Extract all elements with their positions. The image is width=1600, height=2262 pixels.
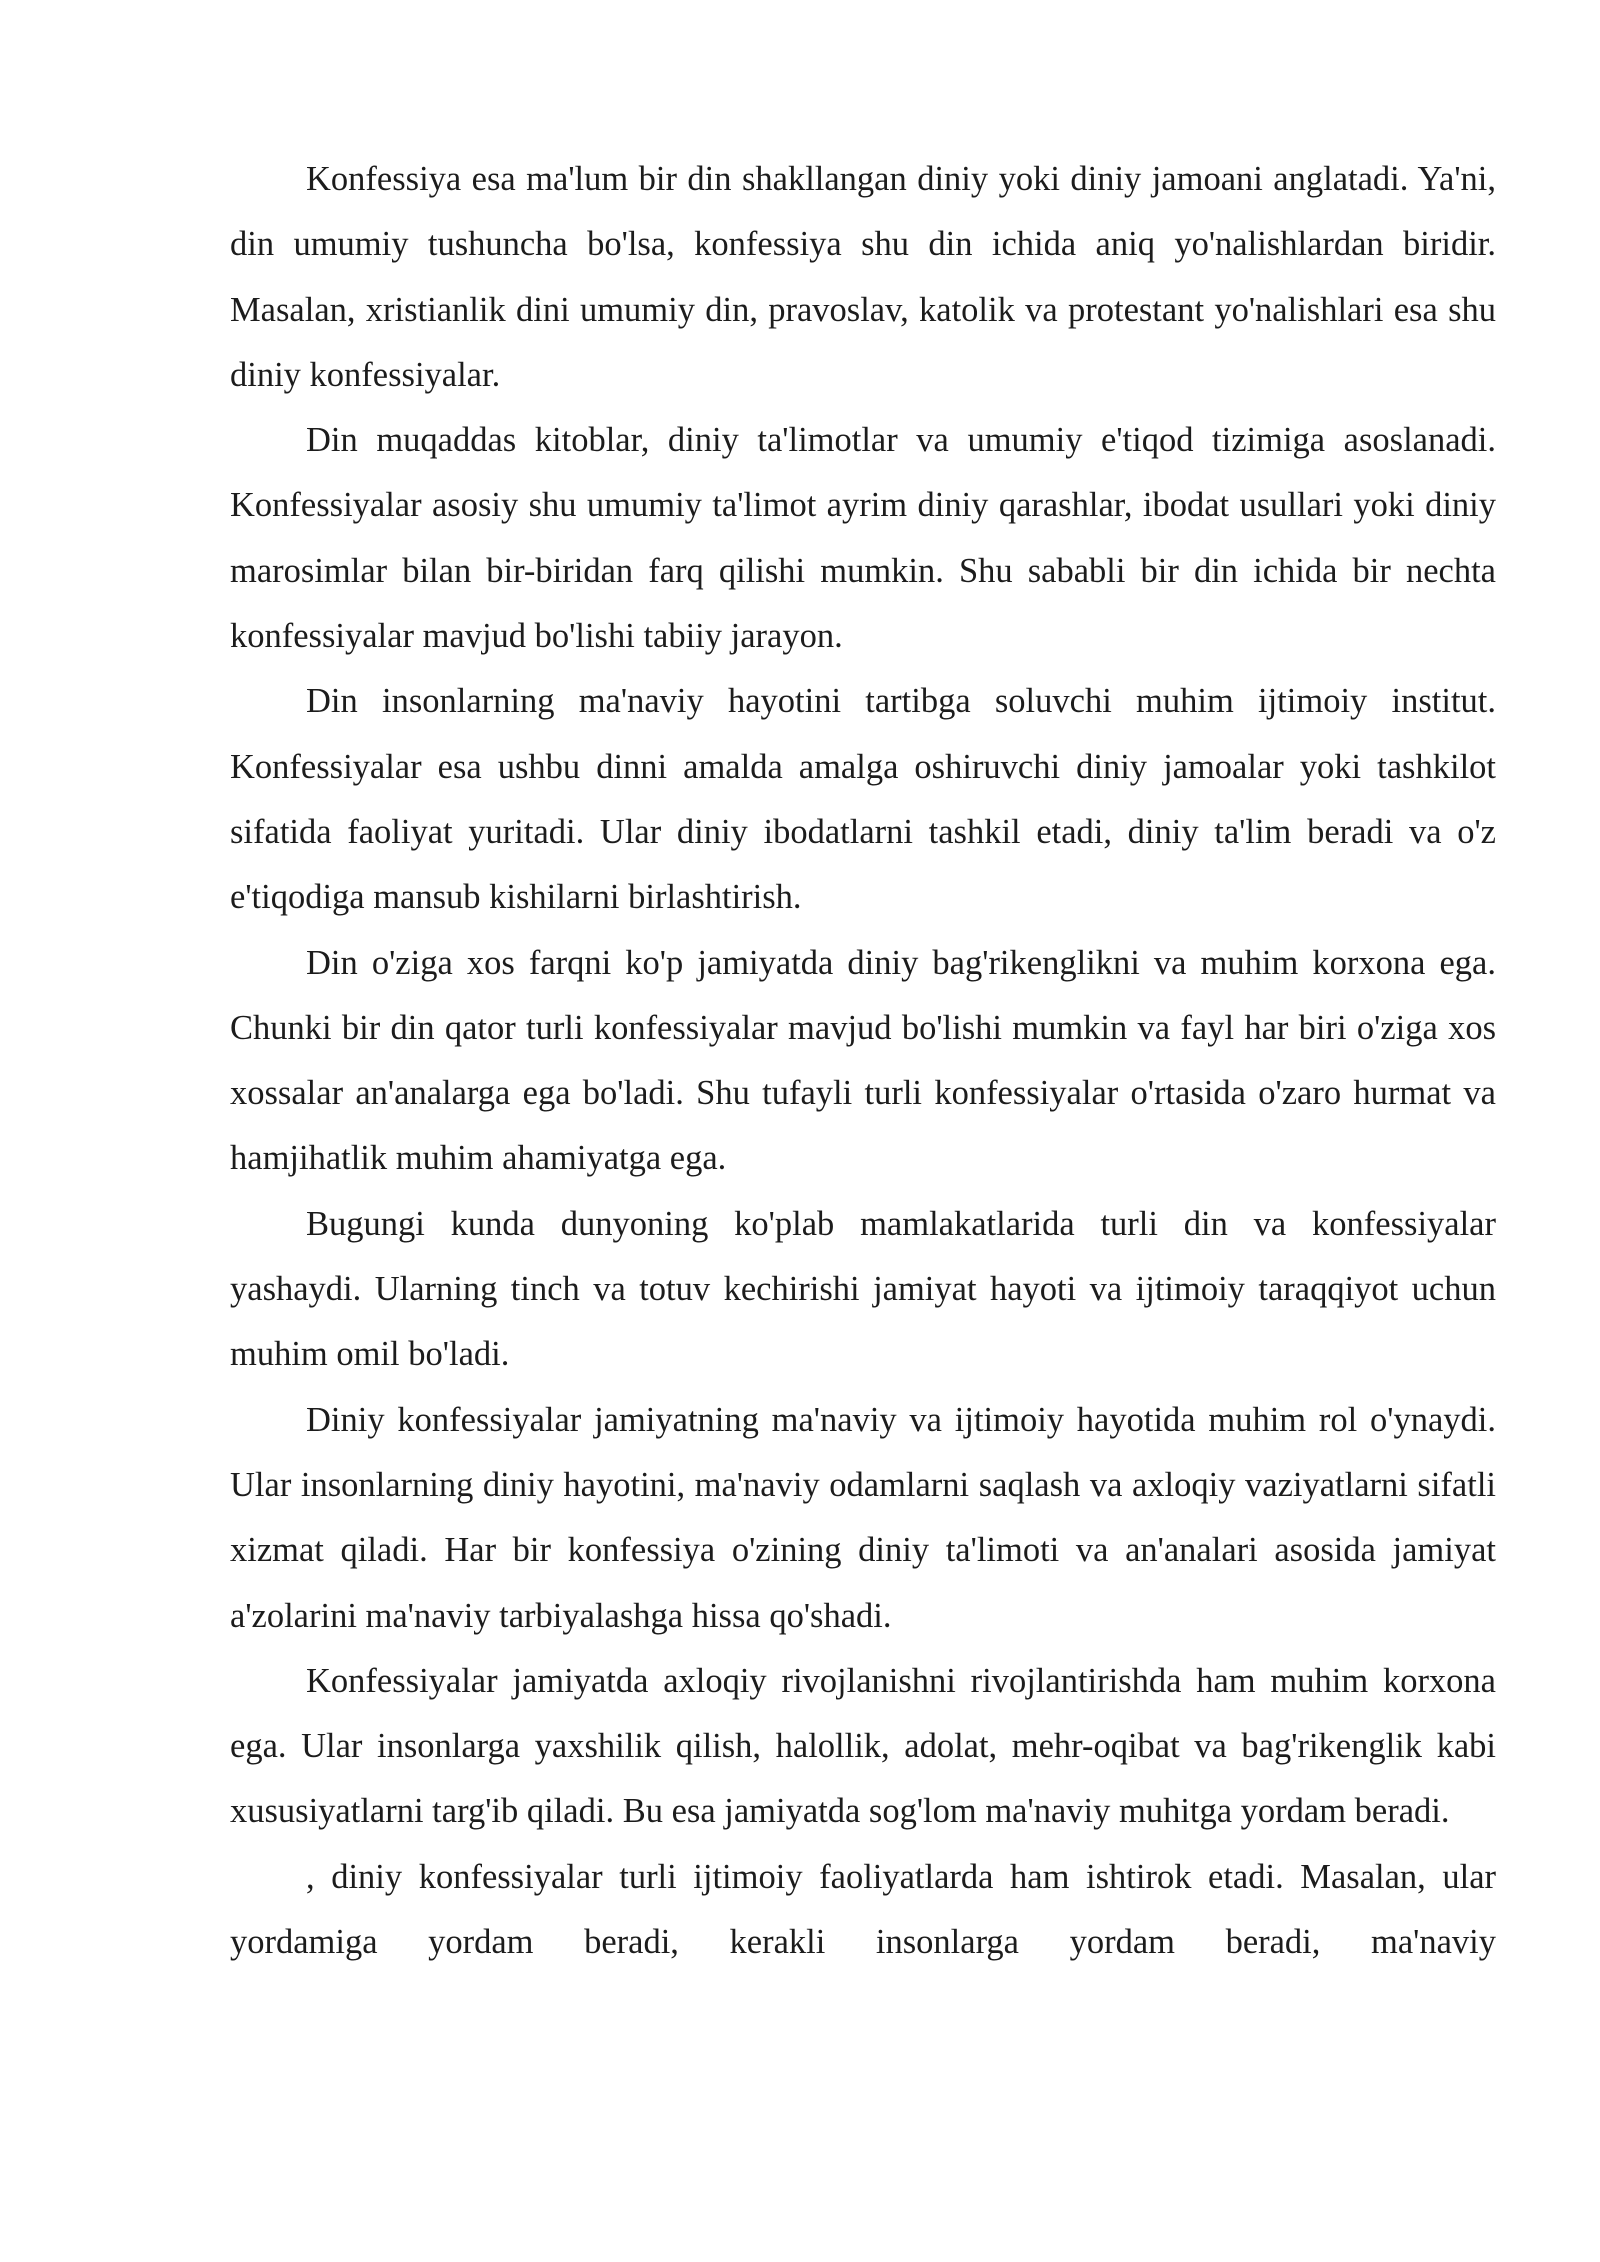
paragraph-4: Din o'ziga xos farqni ko'p jamiyatda diniy bag'rikenglikni va muhim korxona ega. Chunki bir din qator turli konfessiyalar mavjud bo'lishi mumkin va fayl har biri o'ziga xos xossalar an'analarga ega bo'ladi. Shu tufayli turli konfessiyalar o'rtasida o'zaro hurmat va hamjihatlik muhim ahamiyatga ega. — [230, 943, 1496, 1178]
paragraph-7: Konfessiyalar jamiyatda axloqiy rivojlanishni rivojlantirishda ham muhim korxona ega. Ular insonlarga yaxshilik qilish, halollik, adolat, mehr-oqibat va bag'rikenglik kabi xususiyatlarni targ'ib qiladi. Bu esa jamiyatda sog'lom ma'naviy muhitga yordam beradi. — [230, 1661, 1496, 1831]
paragraph-3: Din insonlarning ma'naviy hayotini tartibga soluvchi muhim ijtimoiy institut. Konfessiyalar esa ushbu dinni amalda amalga oshiruvchi diniy jamoalar yoki tashkilot sifatida faoliyat yuritadi. Ular diniy ibodatlarni tashkil etadi, diniy ta'lim beradi va o'z e'tiqodiga mansub kishilarni birlashtirish. — [230, 682, 1496, 917]
paragraph-5: Bugungi kunda dunyoning ko'plab mamlakatlarida turli din va konfessiyalar yashaydi. Ularning tinch va totuv kechirishi jamiyat hayoti va ijtimoiy taraqqiyot uchun muhim omil bo'ladi. — [230, 1204, 1496, 1374]
paragraph-6: Diniy konfessiyalar jamiyatning ma'naviy va ijtimoiy hayotida muhim rol o'ynaydi. Ular insonlarning diniy hayotini, ma'naviy odamlarni saqlash va axloqiy vaziyatlarni sifatli xizmat qiladi. Har bir konfessiya o'zining diniy ta'limoti va an'analari asosida jamiyat a'zolarini ma'naviy tarbiyalashga hissa qo'shadi. — [230, 1400, 1496, 1635]
paragraph-1: Konfessiya esa ma'lum bir din shakllangan diniy yoki diniy jamoani anglatadi. Ya'ni, din umumiy tushuncha bo'lsa, konfessiya shu din ichida aniq yo'nalishlardan biridir. Masalan, xristianlik dini umumiy din, pravoslav, katolik va protestant yo'nalishlari esa shu diniy konfessiyalar. — [230, 160, 1496, 394]
document-body — [230, 147, 1496, 1975]
paragraph-2: Din muqaddas kitoblar, diniy ta'limotlar va umumiy e'tiqod tizimiga asoslanadi. Konfessiyalar asosiy shu umumiy ta'limot ayrim diniy qarashlar, ibodat usullari yoki diniy marosimlar bilan bir-biridan farq qilishi mumkin. Shu sababli bir din ichida bir nechta konfessiyalar mavjud bo'lishi tabiiy jarayon. — [230, 421, 1496, 656]
paragraph-8: , diniy konfessiyalar turli ijtimoiy faoliyatlarda ham ishtirok etadi. Masalan, ular yordamiga yordam beradi, kerakli insonlarga yordam beradi, ma'naviy — [230, 1857, 1496, 1962]
